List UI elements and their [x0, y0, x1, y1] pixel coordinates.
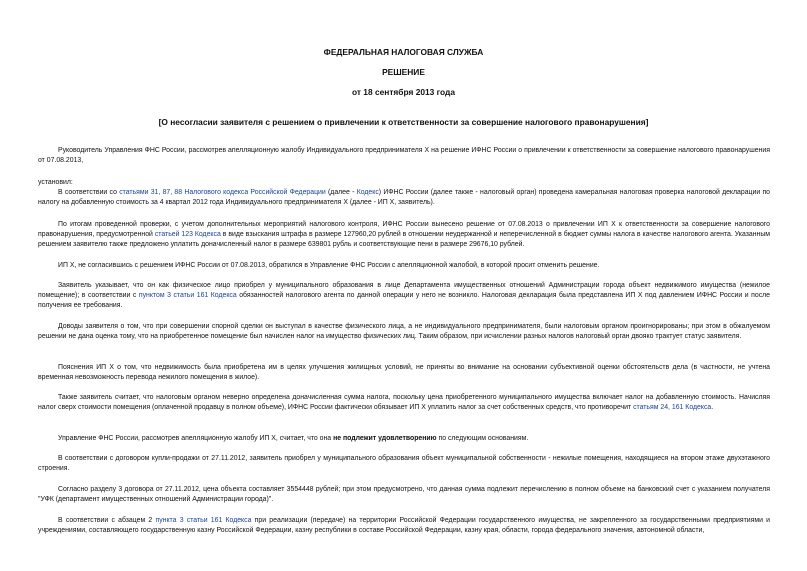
link-article-161-p3[interactable]: пунктом 3 статьи 161 Кодекса: [138, 292, 237, 299]
link-articles-31-87-88[interactable]: статьями 31, 87, 88 Налогового кодекса Российской Федерации: [119, 189, 326, 196]
paragraph-arguments: Доводы заявителя о том, что при совершении спорной сделки он выступал в качестве физического лица, а не индивидуального предпринимателя, были налоговым органом проигнорированы; при этом в обжалуемом решении не дана оценка тому, что на приобретенное помещение был начислен налог на имущество физических лиц. Таким образом, при исчислении разных налогов налоговый орган двояко трактует статус заявителя.: [38, 323, 770, 340]
text-fragment: В соответствии со: [58, 189, 120, 196]
paragraph-tax-amount: [38, 393, 770, 413]
text-fragment: ) ИФНС России (далее также - налоговый орган) проведена камеральная налоговая проверка налоговой декларации по налогу на добавленную стоимость за 4 квартал 2012 года Индивидуального предпринимателя Х (далее - ИП Х, заявитель).: [38, 189, 771, 206]
paragraph-ruling: [38, 434, 770, 444]
paragraph-intro: Руководитель Управления ФНС России, рассмотрев апелляционную жалобу Индивидуального предпринимателя Х на решение ИФНС России о привлечении к ответственности за совершение налогового правонарушения от 07.08.2013,: [38, 147, 770, 164]
link-code[interactable]: Кодекс: [356, 189, 379, 196]
paragraph-price: Согласно разделу 3 договора от 27.11.2012, цена объекта составляет 3554448 рублей; при этом предусмотрено, что данная сумма подлежит перечислению в полном объеме на банковский счет с указанием получателя "УФК (департамент имущественных отношений Администрации города)".: [38, 486, 770, 503]
text-fragment: (далее -: [325, 189, 357, 196]
document-date: от 18 сентября 2013 года: [351, 87, 456, 97]
paragraph-contract: В соответствии с договором купли-продажи от 27.11.2012, заявитель приобрел у муниципального образования объект муниципальной собственности - нежилые помещения, находящиеся на втором этаже двухэтажного строения.: [38, 455, 770, 472]
paragraph-article-161: [38, 516, 770, 536]
text-fragment: Управление ФНС России, рассмотрев апелляционную жалобу ИП Х, считает, что она: [58, 435, 334, 442]
document-type: РЕШЕНИЕ: [382, 67, 425, 77]
paragraph-decision: [38, 220, 770, 250]
ruling-emphasis: не подлежит удовлетворению: [333, 435, 437, 442]
link-article-123[interactable]: статьей 123 Кодекса: [154, 231, 221, 238]
paragraph-explanations: Пояснения ИП Х о том, что недвижимость была приобретена им в целях улучшения жилищных условий, не приняты во внимание на основании субъективной оценки обстоятельств дела (в частности, не учтена временная невозможность перевода нежилого помещения в жилое).: [38, 364, 770, 381]
text-fragment: Заявитель указывает, что он как физическое лицо приобрел у муниципального образования в лице Департамента имущественных отношений Администрации города объект недвижимого имущества (нежилое помещение); в соответствии с: [38, 282, 770, 299]
document-subject: [О несогласии заявителя с решением о привлечении к ответственности за совершение налогового правонарушения]: [158, 117, 649, 127]
link-article-161-p3-abz2[interactable]: пункта 3 статьи 161 Кодекса: [155, 517, 252, 524]
text-fragment: .: [711, 404, 714, 411]
text-fragment: обязанностей налогового агента по данной операции у него не возникло. Налоговая декларация была представлена ИП Х под давлением ИФНС России и после получения ее требования.: [38, 292, 770, 309]
paragraph-appeal: ИП Х, не согласившись с решением ИФНС России от 07.08.2013, обратился в Управление ФНС России с апелляционной жалобой, в которой просит отменить решение.: [58, 262, 600, 269]
text-fragment: в виде взыскания штрафа в размере 127960,20 рублей в отношении неудержанной и неперечисленной в бюджет суммы налога в качестве налогового агента. Указанным решением заявителю также предложено уплатить доначисленный налог в размере 639801 рубль и соответствующие пени в размере 29676,10 рублей.: [38, 231, 771, 248]
paragraph-claimant-position: [38, 281, 770, 311]
paragraph-established: установил:: [38, 179, 73, 186]
text-fragment: по следующим основаниям.: [436, 435, 529, 442]
text-fragment: Также заявитель считает, что налоговым органом неверно определена доначисленная сумма налога, поскольку цена приобретенного муниципального имущества включает налог на добавленную стоимость. Начисляя налог сверх стоимости помещения (оплаченной продавцу в полном объеме), ИФНС России фактически обязывает ИП Х уплатить налог за счет собственных средств, что противоречит: [38, 394, 770, 411]
link-articles-24-161[interactable]: статьям 24, 161 Кодекса: [633, 404, 712, 411]
paragraph-audit: [38, 188, 770, 208]
text-fragment: По итогам проведенной проверки, с учетом дополнительных мероприятий налогового контроля, ИФНС России вынесено решение от 07.08.2013 о привлечении ИП Х к ответственности за совершение налогового правонарушения, предусмотренной: [38, 221, 770, 238]
text-fragment: при реализации (передаче) на территории Российской Федерации государственного имущества, не закрепленного за государственными предприятиями и учреждениями, составляющего государственную казну Российской Федерации, казну республики в составе Российской Федерации, казну края, области, города федерального значения, автономной области,: [38, 517, 770, 534]
text-fragment: В соответствии с абзацем 2: [58, 517, 156, 524]
agency-title: ФЕДЕРАЛЬНАЯ НАЛОГОВАЯ СЛУЖБА: [323, 47, 484, 57]
